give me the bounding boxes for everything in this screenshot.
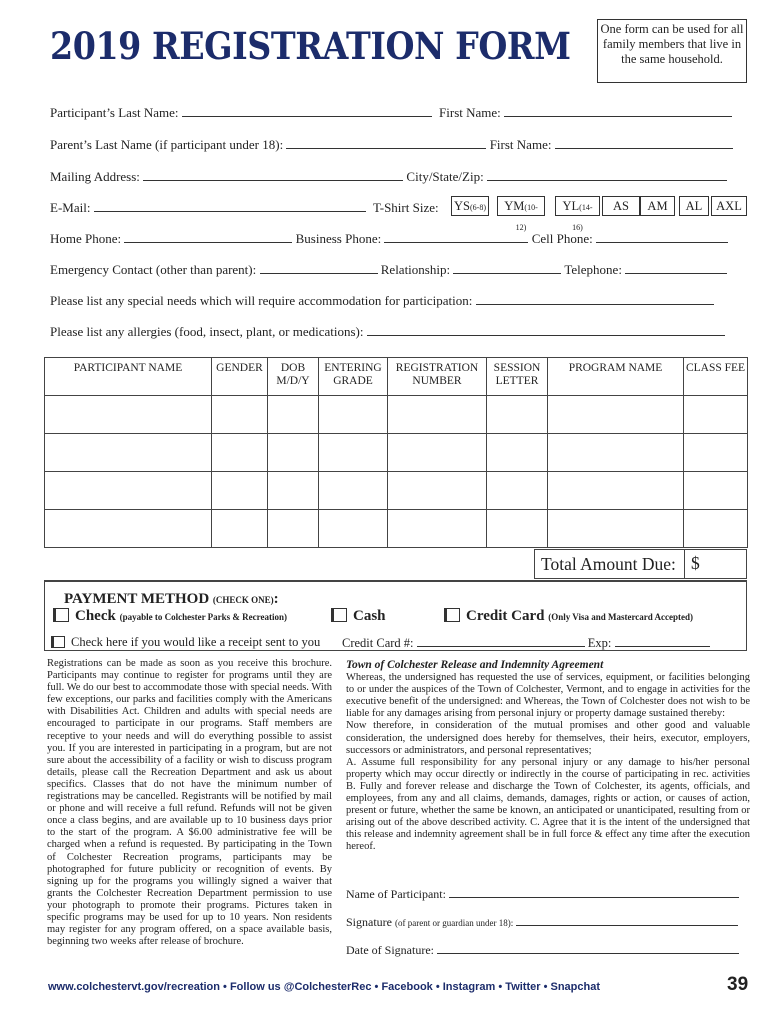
date-label: Date of Signature: xyxy=(346,943,434,957)
tshirt-as[interactable]: AS xyxy=(602,196,640,216)
first-name-field[interactable] xyxy=(504,105,732,117)
parent-name-row xyxy=(50,137,733,153)
phone-row xyxy=(50,231,728,247)
allergies-label: Please list any allergies (food, insect, plant, or medications): xyxy=(50,324,364,339)
release-para-2: Now therefore, in consideration of the mutual promises and other good and valuable consideration, the undersigned does hereby for themselves, their heirs, executor, employers, successors or administrators, and personal representatives; xyxy=(346,720,750,756)
col-session-letter: SESSION LETTER xyxy=(487,358,548,396)
table-row[interactable] xyxy=(45,434,748,472)
cell-phone-field[interactable] xyxy=(596,231,728,243)
col-registration-number: REGISTRATION NUMBER xyxy=(388,358,487,396)
col-grade: ENTERING GRADE xyxy=(319,358,388,396)
email-field[interactable] xyxy=(94,200,366,212)
address-row xyxy=(50,169,727,185)
receipt-option[interactable]: Check here if you would like a receipt sent to you xyxy=(53,635,320,650)
total-label: Total Amount Due: xyxy=(541,554,676,574)
registration-policy: Registrations can be made as soon as you receive this brochure. Participants may continue to register for programs until they are full. We do our best to accommodate those with special needs. With few exceptions, our parks and facilities comply with the Americans with Disabilities Act. Children and adults with special needs are encouraged to participate in our programs. Staff members are receptive to your needs and will do everything possible to assist you. If you are interested in participating in a program, but are not sure about the accessibility of a facility or wish to discuss program details, please call the Recreation Department and ask us about specifics. Classes that do not have the minimum number of registrations may be cancelled. Registrants will be notified by mail or phone and will receive a full refund. Refunds will not be given once a class begins, and are available up to 10 business days prior to the start of the program. A $6.00 administrative fee will be charged when a refund is requested. By participating in the Town of Colchester Recreation programs, participants may be photographed for future publicity or recognition of events. By signing up for the programs you willingly signed a waiver that grants the Colchester Recreation Department permission to use your photograph to promote their programs. Pictures taken in specific programs may be used for up to 10 years. Non residents may register for any program offered, on a space available basis, beginning two weeks after release of brochure. xyxy=(47,658,332,948)
tshirt-label: T-Shirt Size: xyxy=(373,200,439,215)
parent-first-field[interactable] xyxy=(555,137,733,149)
credit-card-row xyxy=(342,635,710,651)
check-checkbox[interactable] xyxy=(55,608,69,622)
date-field[interactable] xyxy=(437,942,739,954)
total-amount-field[interactable] xyxy=(684,549,747,579)
credit-option[interactable]: Credit Card (Only Visa and Mastercard Accepted) xyxy=(446,608,693,625)
telephone-label: Telephone: xyxy=(564,262,622,277)
col-participant-name: PARTICIPANT NAME xyxy=(45,358,212,396)
email-row xyxy=(50,200,366,216)
card-number-field[interactable] xyxy=(417,635,585,647)
home-phone-label: Home Phone: xyxy=(50,231,122,246)
signature-row: Signature (of parent or guardian under 18): xyxy=(346,914,738,930)
tshirt-am[interactable]: AM xyxy=(640,196,675,216)
mailing-field[interactable] xyxy=(143,169,403,181)
business-phone-label: Business Phone: xyxy=(295,231,382,246)
table-row[interactable] xyxy=(45,510,748,548)
credit-checkbox[interactable] xyxy=(446,608,460,622)
table-row[interactable] xyxy=(45,472,748,510)
name-of-participant-label: Name of Participant: xyxy=(346,887,446,901)
allergies-row xyxy=(50,324,725,340)
release-agreement xyxy=(346,659,750,854)
tshirt-yl[interactable]: YL(14-16) xyxy=(555,196,600,216)
release-para-1: Whereas, the undersigned has requested the use of services, equipment, or facilities belonging to or under the auspices of the Town of Colchester, Vermont, and to engage in activities for the executive benefit of the undersigned: and Whereas, the Town of Colchester does not wish to be liable for any damages arising from personal injury or property damage sustained thereby: xyxy=(346,672,750,720)
table-row[interactable] xyxy=(45,396,748,434)
allergies-field[interactable] xyxy=(367,324,725,336)
special-needs-label: Please list any special needs which will require accommodation for participation: xyxy=(50,293,473,308)
cell-phone-label: Cell Phone: xyxy=(531,231,593,246)
date-row xyxy=(346,942,739,958)
city-state-zip-field[interactable] xyxy=(487,169,727,181)
tshirt-axl[interactable]: AXL xyxy=(711,196,747,216)
receipt-checkbox[interactable] xyxy=(53,636,65,648)
parent-last-label: Parent’s Last Name (if participant under 18): xyxy=(50,137,284,152)
household-note: One form can be used for all family members that live in the same household. xyxy=(597,19,747,83)
city-state-zip-label: City/State/Zip: xyxy=(406,169,484,184)
signature-field[interactable] xyxy=(516,914,738,926)
card-number-label: Credit Card #: xyxy=(342,636,414,650)
name-of-participant-field[interactable] xyxy=(449,886,739,898)
exp-field[interactable] xyxy=(615,635,710,647)
tshirt-ym[interactable]: YM(10-12) xyxy=(497,196,545,216)
participant-last-field[interactable] xyxy=(182,105,432,117)
col-program-name: PROGRAM NAME xyxy=(548,358,684,396)
emergency-field[interactable] xyxy=(260,262,378,274)
page-number: 39 xyxy=(727,974,749,995)
col-class-fee: CLASS FEE xyxy=(684,358,748,396)
telephone-field[interactable] xyxy=(625,262,727,274)
home-phone-field[interactable] xyxy=(124,231,292,243)
emergency-row xyxy=(50,262,727,278)
table-header-row xyxy=(45,358,748,396)
emergency-label: Emergency Contact (other than parent): xyxy=(50,262,257,277)
relationship-field[interactable] xyxy=(453,262,561,274)
page-title: 2019 REGISTRATION FORM xyxy=(50,24,571,68)
business-phone-field[interactable] xyxy=(384,231,528,243)
cash-checkbox[interactable] xyxy=(333,608,347,622)
email-label: E-Mail: xyxy=(50,200,91,215)
parent-first-label: First Name: xyxy=(489,137,552,152)
payment-heading: PAYMENT METHOD (CHECK ONE): xyxy=(64,591,279,607)
mailing-label: Mailing Address: xyxy=(50,169,140,184)
check-option[interactable]: Check (payable to Colchester Parks & Recreation) xyxy=(55,608,287,625)
special-needs-row xyxy=(50,293,714,309)
exp-label: Exp: xyxy=(587,636,612,650)
participant-signature-name-row xyxy=(346,886,739,902)
cash-option[interactable]: Cash xyxy=(333,608,386,625)
first-name-label: First Name: xyxy=(439,105,501,120)
release-para-3: A. Assume full responsibility for any personal injury or any damage to his/her personal property which may occur directly or indirectly in the course of participating in rec. activities B. Fully and forever release and discharge the Town of Colchester, its agents, officials, and employees, from any and all claims, demands, damages, rights or action, or causes of action, present or future, whether the same be known, an anticipated or unanticipated, resulting from or arising out of the above described activity. C. Agree that it is the intent of the undersigned that this release and indemnity agreement shall be in full force & effect any time after the execution hereof. xyxy=(346,756,750,853)
participant-name-row xyxy=(50,105,732,121)
tshirt-al[interactable]: AL xyxy=(679,196,709,216)
footer-links: www.colchestervt.gov/recreation • Follow us @ColchesterRec • Facebook • Instagram • Twitter • Snapchat xyxy=(48,981,601,993)
col-gender: GENDER xyxy=(212,358,268,396)
release-heading: Town of Colchester Release and Indemnity Agreement xyxy=(346,659,604,671)
currency-symbol: $ xyxy=(691,553,700,573)
signature-label: Signature xyxy=(346,915,392,929)
relationship-label: Relationship: xyxy=(380,262,451,277)
participant-last-label: Participant’s Last Name: xyxy=(50,105,179,120)
tshirt-ys[interactable]: YS(6-8) xyxy=(451,196,489,216)
special-needs-field[interactable] xyxy=(476,293,714,305)
col-dob: DOB M/D/Y xyxy=(268,358,319,396)
parent-last-field[interactable] xyxy=(286,137,486,149)
participants-table xyxy=(44,357,748,548)
